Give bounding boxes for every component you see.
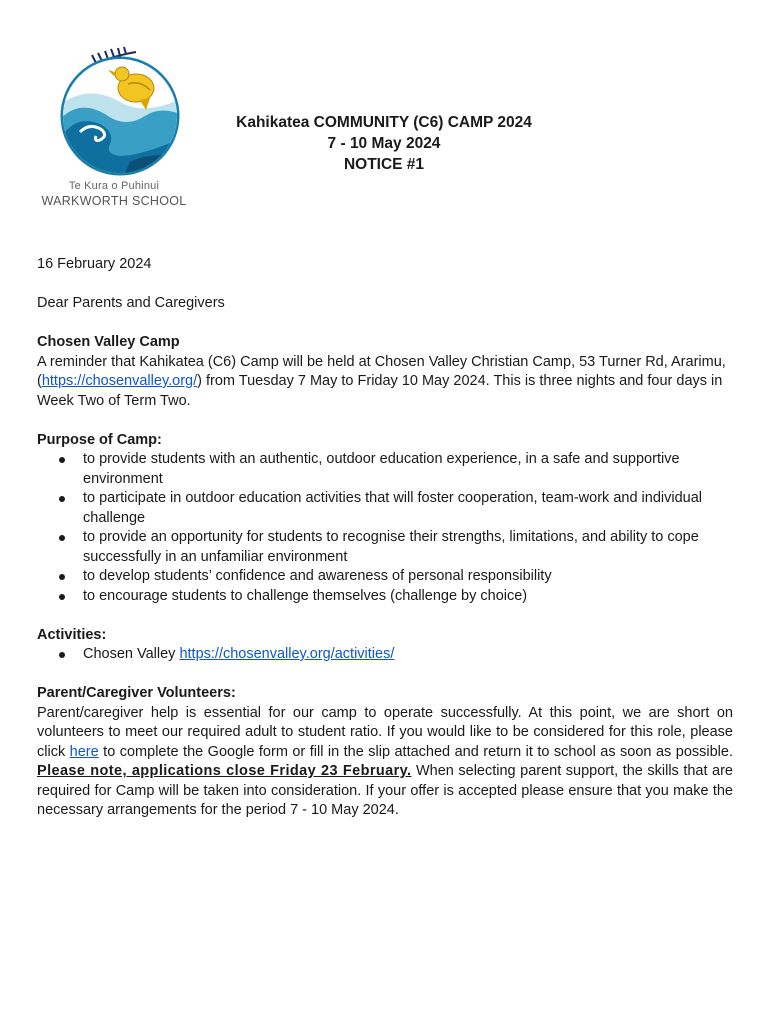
camp-title: Kahikatea COMMUNITY (C6) CAMP 2024 (236, 114, 532, 131)
camp-heading: Chosen Valley Camp (37, 334, 180, 350)
deadline-notice: Please note, applications close Friday 23 February. (37, 763, 412, 779)
list-item: to participate in outdoor education activities that will foster cooperation, team-work and individual challenge (37, 489, 733, 528)
letter-date: 16 February 2024 (37, 256, 152, 272)
volunteers-text-3: When selecting parent support, the skills that are required for Camp will be taken into consideration. If your offer is accepted please ensure that you make the necessary arrangements for the period 7 - 10 May 2024. (37, 763, 733, 818)
logo-school-name: WARKWORTH SCHOOL (41, 194, 187, 208)
camp-dates: 7 - 10 May 2024 (327, 135, 441, 152)
list-item: to provide an opportunity for students to recognise their strengths, limitations, and ability to cope successfully in an unfamiliar environment (37, 528, 733, 567)
list-item: to encourage students to challenge themselves (challenge by choice) (37, 587, 733, 607)
notice-number: NOTICE #1 (343, 156, 425, 173)
notice-header (200, 112, 568, 175)
volunteers-text-2: to complete the Google form or fill in the slip attached and return it to school as soon as possible. (98, 743, 733, 760)
logo-subtitle: Te Kura o Puhinui (68, 180, 160, 192)
list-item: to provide students with an authentic, outdoor education experience, in a safe and supportive environment (37, 450, 733, 489)
greeting: Dear Parents and Caregivers (37, 295, 225, 311)
letter-body (37, 255, 733, 821)
logo-emblem-icon (50, 44, 185, 176)
volunteers-text-1: Parent/caregiver help is essential for our camp to operate successfully. At this point, we are short on volunteers to meet our required adult to student ratio. If you would like to be considered for this role, please click (37, 704, 733, 760)
activities-link[interactable]: https://chosenvalley.org/activities/ (179, 646, 395, 662)
purpose-heading: Purpose of Camp: (37, 431, 162, 448)
camp-paragraph (37, 353, 733, 412)
activities-heading: Activities: (37, 626, 107, 643)
volunteers-heading: Parent/Caregiver Volunteers: (37, 685, 236, 701)
activities-item-text: Chosen Valley (83, 646, 180, 662)
volunteers-paragraph (37, 704, 733, 821)
school-logo (40, 44, 190, 212)
purpose-list (37, 450, 733, 606)
camp-text-after: ) from Tuesday 7 May to Friday 10 May 2024. This is three nights and four days in Week Two of Term Two. (37, 373, 723, 409)
list-item: to develop students’ confidence and awareness of personal responsibility (37, 567, 733, 587)
activities-list (37, 645, 733, 665)
google-form-link[interactable]: here (69, 743, 99, 760)
camp-text-before: A reminder that Kahikatea (C6) Camp will be held at Chosen Valley Christian Camp, 53 Turner Rd, Ararimu, ( (37, 353, 726, 389)
chosen-valley-link[interactable]: https://chosenvalley.org/ (41, 373, 198, 389)
list-item (37, 645, 733, 665)
